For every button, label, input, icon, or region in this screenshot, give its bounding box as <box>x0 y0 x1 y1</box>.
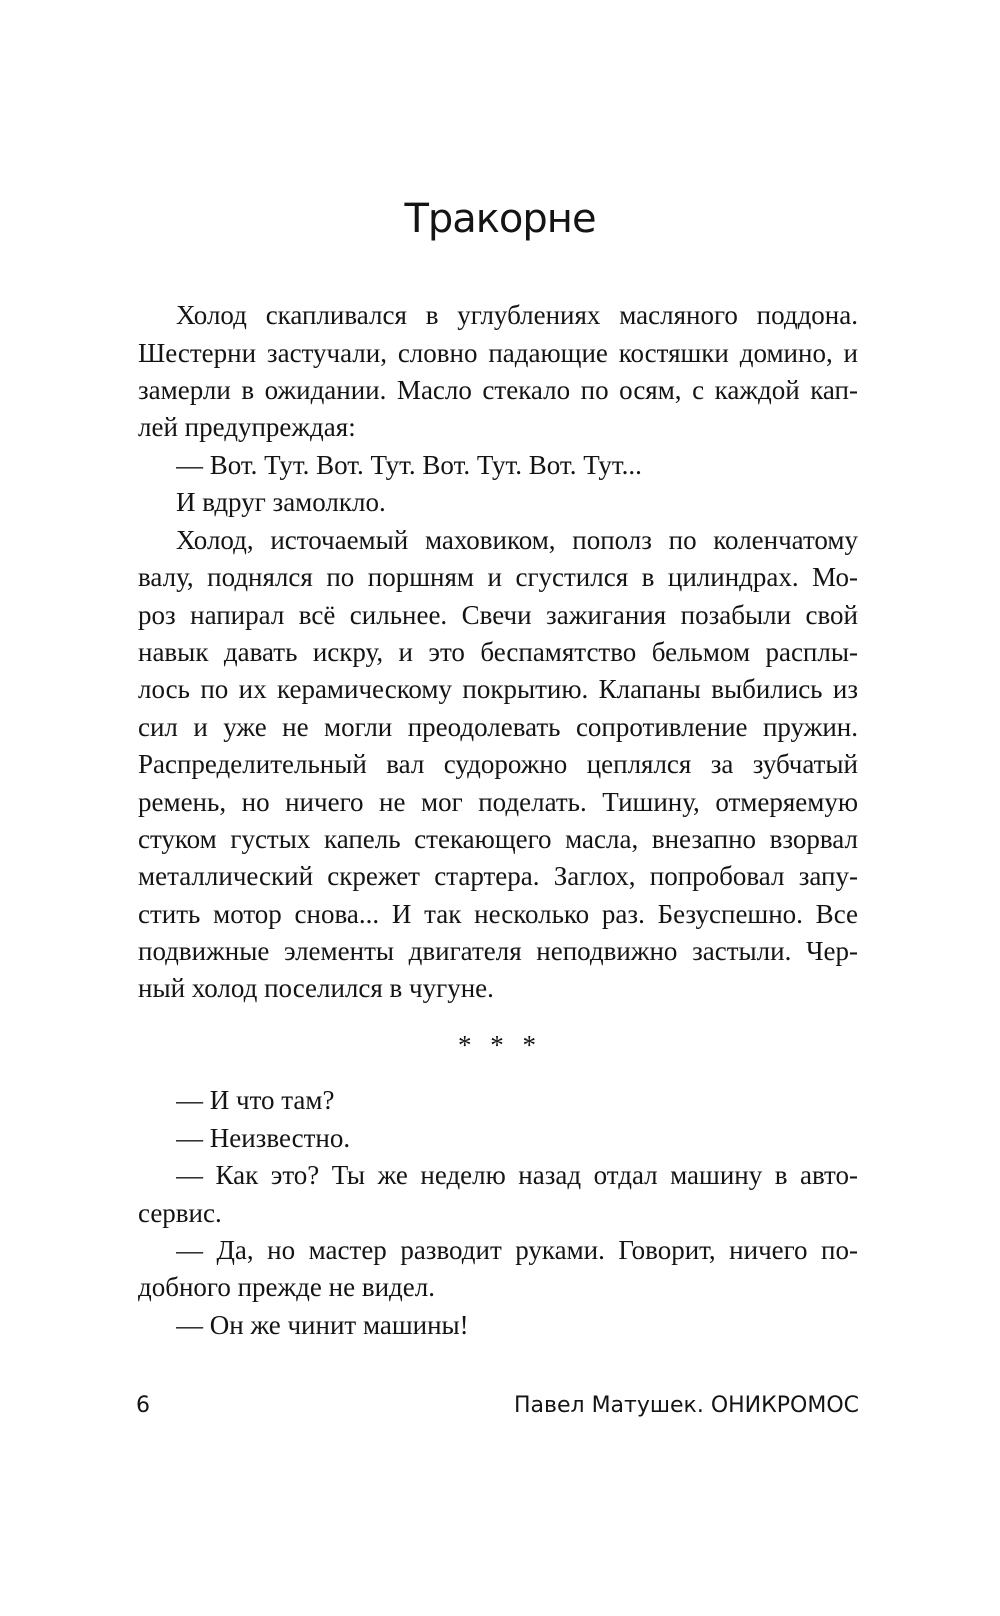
dialog-line-1: — Вот. Тут. Вот. Тут. Вот. Тут. Вот. Тут... <box>176 450 642 480</box>
paragraph3-line-10: металлический скрежет стартера. Заглох, попробовал запу- <box>138 861 858 891</box>
dialog2-line-1: — И что там? <box>176 1085 335 1115</box>
paragraph2-line: И вдруг замолкло. <box>176 487 386 517</box>
dialog2-line-4: сервис. <box>138 1198 222 1228</box>
paragraph1-line-3: замерли в ожидании. Масло стекало по осям, с каждой кап- <box>138 375 858 405</box>
paragraph3-line-9: стуком густых капель стекающего масла, внезапно взорвал <box>138 824 858 854</box>
paragraph3-line-3: роз напирал всё сильнее. Свечи зажигания позабыли свой <box>138 600 858 630</box>
paragraph3-line-4: навык давать искру, и это беспамятство бельмом расплы- <box>138 637 858 667</box>
paragraph3-line-11: стить мотор снова... И так несколько раз. Безуспешно. Все <box>138 899 858 929</box>
paragraph3-line-1: Холод, источаемый маховиком, пополз по коленчатому <box>176 525 858 555</box>
page-number: 6 <box>136 1393 150 1418</box>
paragraph3-line-12: подвижные элементы двигателя неподвижно застыли. Чер- <box>138 936 858 966</box>
dialog2-line-7: — Он же чинит машины! <box>176 1310 469 1340</box>
paragraph3-line-8: ремень, но ничего не мог поделать. Тишину, отмеряемую <box>138 787 858 817</box>
paragraph3-line-13: ный холод поселился в чугуне. <box>138 973 494 1003</box>
chapter-title: Тракорне <box>404 196 596 242</box>
paragraph3-line-5: лось по их керамическому покрытию. Клапаны выбились из <box>138 674 858 704</box>
dialog2-line-5: — Да, но мастер разводит руками. Говорит, ничего по- <box>176 1235 858 1265</box>
paragraph3-line-2: валу, поднялся по поршням и сгустился в цилиндрах. Мо- <box>138 562 858 592</box>
paragraph1-line-2: Шестерни застучали, словно падающие костяшки домино, и <box>138 338 858 368</box>
dialog2-line-3: — Как это? Ты же неделю назад отдал машину в авто- <box>176 1160 858 1190</box>
dialog2-line-6: добного прежде не видел. <box>138 1272 435 1302</box>
running-title: Павел Матушек. ОНИКРОМОС <box>514 1393 859 1418</box>
paragraph1-line-4: лей предупреждая: <box>138 412 356 442</box>
paragraph1-line-1: Холод скапливался в углублениях масляного поддона. <box>176 300 858 330</box>
paragraph3-line-6: сил и уже не могли преодолевать сопротивление пружин. <box>138 712 858 742</box>
section-separator: * * * <box>458 1030 542 1060</box>
dialog2-line-2: — Неизвестно. <box>176 1123 351 1153</box>
paragraph3-line-7: Распределительный вал судорожно цеплялся за зубчатый <box>138 749 858 779</box>
